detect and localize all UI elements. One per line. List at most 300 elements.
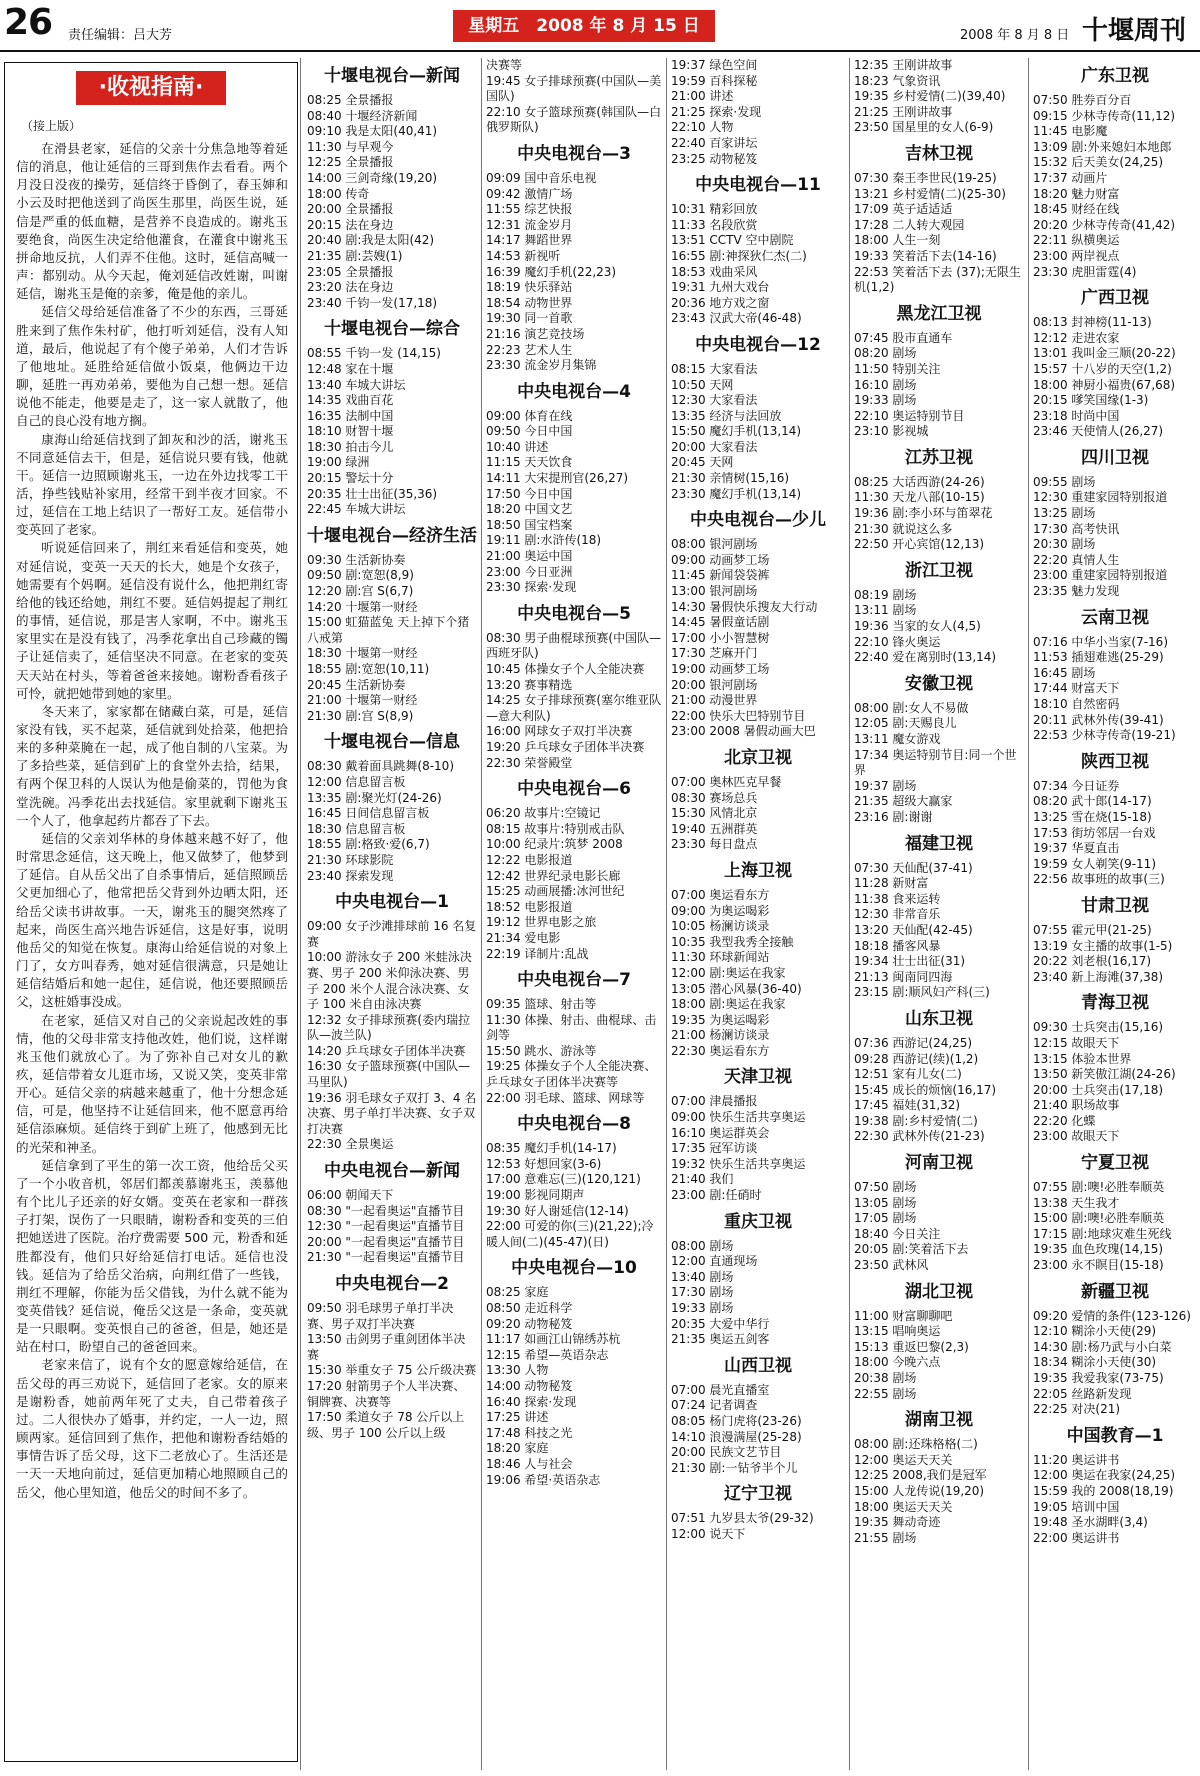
program-listing: 23:25 动物秘笈: [671, 151, 758, 166]
story-paragraph: 在老家，延信又对自己的父亲说起改姓的事情，他的父母非常支持他改姓，他们说，这样谢兆玉他们就放心了。为了弥补自己对女儿的歉疚，延信带着女儿逛市场，又说又笑，变英非常开心。延信父亲的病越来越重了，他十分想念延信，可是，他坚持不让延信回来，他不愿意再给延信添麻烦。延信终于到矿上班了，他感到无比的光荣和神圣。: [16, 1012, 288, 1155]
channel-heading: 青海卫视: [1081, 993, 1149, 1014]
program-listing: 21:16 演艺竞技场: [486, 326, 585, 341]
program-listing: 09:55 剧场: [1033, 474, 1096, 489]
channel-heading: 中央电视台—7: [517, 970, 631, 991]
program-listing: 19:11 剧:水浒传(18): [486, 533, 602, 548]
program-listing: 18:20 家庭: [486, 1441, 549, 1456]
program-listing: 21:30 "一起看奥运"直播节目: [307, 1250, 465, 1265]
program-listing: 15:50 跳水、游泳等: [486, 1043, 597, 1058]
program-listing: 15:13 重返巴黎(2,3): [854, 1339, 969, 1354]
program-listing: 21:40 职场故事: [1033, 1098, 1120, 1113]
program-listing: 19:59 女人剃笑(9-11): [1033, 856, 1156, 871]
program-listing: 23:18 时尚中国: [1033, 408, 1120, 423]
channel-heading: 中央电视台—1: [335, 892, 449, 913]
program-listing: 10:00 纪录片:筑梦 2008: [486, 837, 623, 852]
column-divider: [1028, 58, 1029, 1770]
program-listing: 21:35 超级大赢家: [854, 794, 953, 809]
program-listing: 09:28 西游记(续)(1,2): [854, 1051, 979, 1066]
program-listing: 09:00 女子沙滩排球前 16 名复赛: [307, 919, 477, 949]
program-listing: 23:40 探索发现: [307, 868, 394, 883]
program-listing: 08:30 "一起看奥运"直播节目: [307, 1203, 465, 1218]
program-listing: 22:25 对决(21): [1033, 1402, 1121, 1417]
program-listing: 13:09 剧:外来媳妇本地郎: [1033, 139, 1172, 154]
program-listing: 16:30 女子篮球预赛(中国队—马里队): [307, 1059, 471, 1090]
story-paragraph: 延信拿到了平生的第一次工资，他给岳父买了一个小收音机，邻居们都羡慕谢兆玉，羡慕他有个比儿子还亲的好女婿。变英在老家和一群孩子打架，误伤了一只眼睛，谢粉香和变英的三伯把她送进了医院。治疗费需要 500 元，粉香和延胜都没有，他们只好给延信打电话。延信也没钱。延信为了给岳父治病，向荆红借了一些钱，荆红不理解，你能为岳父借钱，为什么就不能为变英借钱？延信说，俺岳父这是一条命，变英就是一只眼啊。变英恨自己的爸爸，但是，她还是站在村口，盼望自己的爸爸回来。: [16, 1157, 288, 1355]
program-listing: 22:00 可爱的你(三)(21,22);冷暖人间(二)(45-47)(日): [486, 1219, 654, 1249]
program-listing: 18:55 剧:宽恕(10,11): [307, 662, 430, 676]
program-listing: 18:20 魅力财富: [1033, 186, 1120, 201]
program-listing: 08:19 剧场: [854, 587, 917, 602]
program-listing: 17:50 今日中国: [486, 486, 573, 501]
program-listing: 13:15 体验本世界: [1033, 1051, 1132, 1066]
program-listing: 15:30 风情北京: [671, 806, 758, 821]
program-listing: 13:19 女主播的故事(1-5): [1033, 938, 1173, 953]
program-listing: 07:00 奥林匹克早餐: [671, 774, 782, 789]
program-listing: 07:24 记者调查: [671, 1398, 758, 1413]
program-listing: 18:00 神厨小福贵(67,68): [1033, 377, 1176, 392]
program-listing: 07:50 胜券百分百: [1033, 93, 1132, 107]
program-listing: 19:30 好人谢延信(12-14): [486, 1203, 629, 1218]
program-listing: 09:42 激情广场: [486, 186, 573, 201]
program-listing: 17:30 高考快讯: [1033, 521, 1120, 536]
story-paragraph: 听说延信回来了，荆红来看延信和变英，她对延信说，变英一天天的长大，她是个女孩子，她需要有个妈啊。延信没有说什么，他把荆红寄给他的钱还给她，荆红不要。延信妈提起了荆红的事情，延信说，那是害人家啊，不中。谢兆玉家里实在是没有钱了，冯季花拿出自己珍藏的镯子让延信卖了，延信坚决不同意。在老家的变英天天站在村头，等着爸爸来接她。谢粉香看孩子可怜，就把她带到她的家里。: [16, 540, 288, 701]
program-listing: 08:25 大话西游(24-26): [854, 474, 985, 489]
program-listing: 18:34 糊涂小天使(30): [1033, 1355, 1157, 1370]
program-listing: 13:25 剧场: [1033, 506, 1096, 521]
program-listing: 14:00 动物秘笈: [486, 1378, 573, 1393]
program-listing: 08:00 银河剧场: [671, 537, 758, 552]
program-listing: 18:23 气象资讯: [854, 73, 941, 88]
program-listing: 09:50 羽毛球男子单打半决赛、男子双打半决赛: [307, 1301, 454, 1331]
program-listing: 23:00 剧:任硝时: [671, 1188, 762, 1203]
program-listing: 19:45 女子排球预赛(中国队—美国队): [486, 73, 662, 104]
program-listing: 22:20 化蝶: [1033, 1113, 1096, 1128]
program-listing: 08:00 剧:女人不易做: [854, 700, 969, 715]
program-listing: 12:12 走进农家: [1033, 330, 1120, 345]
channel-heading: 广东卫视: [1081, 66, 1149, 86]
program-listing: 20:00 大家看法: [671, 439, 758, 454]
channel-heading: 中央电视台—2: [335, 1274, 449, 1294]
program-listing: 20:22 刘老根(16,17): [1033, 954, 1152, 969]
program-listing: 09:00 为奥运喝彩: [671, 903, 770, 918]
program-listing: 14:30 剧:杨乃武与小白菜: [1033, 1339, 1172, 1354]
column-divider: [849, 58, 850, 1770]
program-listing: 20:00 民族文艺节目: [671, 1445, 782, 1460]
program-listing: 22:40 爱在离别时(13,14): [854, 650, 997, 665]
program-listing: 17:20 射箭男子个人半决赛、铜牌赛、决赛等: [307, 1378, 466, 1409]
channel-heading: 十堰电视台—新闻: [324, 66, 460, 86]
program-listing: 22:30 全景奥运: [307, 1137, 394, 1152]
program-listing: 18:00 人生一刻: [854, 233, 941, 248]
schedule-column-1: [307, 58, 477, 1770]
program-listing: 22:53 笑着活下去 (37);无限生机(1,2): [854, 264, 1021, 295]
program-listing: 11:00 财富聊聊吧: [854, 1308, 953, 1323]
program-listing: 17:37 动画片: [1033, 170, 1108, 185]
channel-heading: 北京卫视: [724, 747, 792, 768]
program-listing: 12:00 说天下: [671, 1526, 746, 1541]
program-listing: 17:53 街坊邻居一台戏: [1033, 825, 1156, 840]
channel-heading: 中央电视台—少儿: [690, 510, 826, 531]
channel-heading: 福建卫视: [905, 833, 973, 854]
program-listing: 08:30 戴着面具跳舞(8-10): [307, 759, 454, 774]
story-paragraph: 在滑县老家，延信的父亲十分焦急地等着延信的消息，他让延信的三哥到焦作去看看。两个月没日没夜的操劳，延信终于昏倒了，春玉婶和小云及时把他送到了尚医生那里，尚医生说，延信是严重的低血糖，是营养不良造成的。谢兆玉要绝食，尚医生决定给他灌食，在灌食中谢兆玉拼命地反抗，人们弄不住他。这时，延信高喊一声：都别动。从今天起，俺刘延信改姓谢，叫谢延信，谢兆玉是俺的亲爹，俺是他的亲儿。: [16, 141, 288, 302]
channel-heading: 重庆卫视: [724, 1211, 792, 1232]
program-listing: 09:20 爱情的条件(123-126): [1033, 1308, 1191, 1323]
program-listing: 07:00 津晨播报: [671, 1094, 758, 1109]
program-listing: 08:05 杨门虎将(23-26): [671, 1413, 802, 1428]
program-listing: 23:35 魅力发现: [1033, 584, 1120, 599]
program-listing: 12:30 大家看法: [671, 393, 758, 408]
program-listing: 15:32 后天美女(24,25): [1033, 155, 1164, 170]
program-listing: 11:28 新财富: [854, 876, 929, 891]
program-listing: 19:25 体操女子个人全能决赛、乒乓球女子团体半决赛等: [486, 1059, 657, 1090]
program-listing: 19:37 绿色空间: [671, 58, 758, 72]
program-listing: 11:45 新闻袋袋裤: [671, 568, 770, 583]
program-listing: 10:45 体操女子个人全能决赛: [486, 662, 645, 676]
program-listing: 14:20 十堰第一财经: [307, 599, 418, 614]
program-listing: 12:00 奥运天天关: [854, 1452, 953, 1467]
channel-heading: 湖南卫视: [905, 1410, 973, 1431]
program-listing: 08:15 大家看法: [671, 361, 758, 376]
program-listing: 09:00 动画梦工场: [671, 552, 770, 567]
program-listing: 15:00 虹猫蓝兔 天上掉下个猪八戒第: [307, 615, 470, 645]
program-listing: 12:51 家有儿女(二): [854, 1067, 962, 1082]
program-listing: 19:36 当家的女人(4,5): [854, 619, 981, 634]
program-listing: 11:38 食来运转: [854, 891, 941, 906]
program-listing: 16:00 网球女子双打半决赛: [486, 724, 633, 739]
program-listing: 13:51 CCTV 空中剧院: [671, 233, 794, 248]
program-listing: 23:16 剧:谢谢: [854, 809, 933, 824]
program-listing: 07:16 中华小当家(7-16): [1033, 634, 1168, 649]
publish-date: 2008 年 8 月 8 日: [960, 28, 1070, 43]
program-listing: 23:30 流金岁月集锦: [486, 358, 597, 373]
channel-heading: 天津卫视: [724, 1067, 792, 1088]
program-listing: 15:25 动画展播:冰河世纪: [486, 884, 625, 899]
channel-heading: 中央电视台—6: [517, 779, 631, 800]
program-listing: 07:45 股市直通车: [854, 330, 953, 345]
program-listing: 18:40 今日关注: [854, 1226, 941, 1241]
program-listing: 11:30 体操、射击、曲棍球、击剑等: [486, 1012, 657, 1043]
program-listing: 22:23 艺术人生: [486, 342, 573, 357]
program-listing: 18:00 传奇: [307, 186, 370, 201]
program-listing: 22:30 荣誉殿堂: [486, 755, 573, 770]
channel-heading: 中央电视台—3: [517, 143, 631, 164]
program-listing: 21:30 剧:一钻爷半个儿: [671, 1460, 798, 1475]
program-listing: 23:40 千钧一发(17,18): [307, 295, 438, 310]
program-listing: 12:20 剧:宫 S(6,7): [307, 584, 414, 599]
program-listing: 22:50 开心宾馆(12,13): [854, 537, 985, 552]
program-listing: 20:00 "一起看奥运"直播节目: [307, 1234, 465, 1249]
program-listing: 13:05 潜心风暴(36-40): [671, 981, 802, 996]
program-listing: 07:34 今日证券: [1033, 778, 1120, 793]
program-listing: 18:54 动物世界: [486, 295, 573, 310]
program-listing: 11:30 与早观今: [307, 139, 394, 154]
program-listing: 09:30 生活新协奏: [307, 552, 406, 567]
program-listing: 17:28 二人转大观园: [854, 217, 965, 232]
channel-heading: 辽宁卫视: [724, 1484, 792, 1505]
program-listing: 20:36 地方戏之窗: [671, 295, 770, 310]
program-listing: 08:13 封神榜(11-13): [1033, 315, 1152, 330]
program-listing: 16:45 剧场: [1033, 665, 1096, 680]
channel-heading: 中央电视台—12: [695, 334, 821, 355]
program-listing: 22:00 奥运讲书: [1033, 1530, 1120, 1545]
program-listing: 08:50 走近科学: [486, 1301, 573, 1315]
program-listing: 11:33 名段欣赏: [671, 217, 758, 232]
program-listing: 19:34 壮士出征(31): [854, 954, 966, 969]
program-listing: 20:38 剧场: [854, 1371, 917, 1385]
program-listing: 22:10 人物: [671, 120, 734, 135]
program-listing: 13:40 车城大讲坛: [307, 377, 406, 392]
program-listing: 21:40 我们: [671, 1172, 734, 1187]
program-listing: 11:50 特别关注: [854, 361, 941, 376]
program-listing: 13:35 经济与法回放: [671, 408, 782, 423]
program-listing: 08:55 千钧一发 (14,15): [307, 346, 441, 361]
program-listing: 10:05 杨澜访谈录: [671, 919, 770, 934]
channel-heading: 吉林卫视: [905, 143, 973, 164]
program-listing: 18:00 今晚六点: [854, 1355, 941, 1370]
program-listing: 19:20 乒乓球女子团体半决赛: [486, 739, 645, 754]
program-listing: 12:32 女子排球预赛(委内瑞拉队—波兰队): [307, 1012, 471, 1043]
program-listing: 20:15 警坛十分: [307, 471, 394, 486]
program-listing: 19:36 羽毛球女子双打 3、4 名决赛、男子单打半决赛、女子双打决赛: [307, 1090, 477, 1136]
program-listing: 12:05 剧:天赐良儿: [854, 716, 957, 731]
program-listing: 18:10 自然密码: [1033, 697, 1120, 711]
program-listing: 13:15 唱响奥运: [854, 1324, 941, 1339]
program-listing: 09:30 士兵突击(15,16): [1033, 1020, 1164, 1035]
program-listing: 21:30 剧:宫 S(8,9): [307, 708, 414, 723]
program-listing: 07:30 秦王李世民(19-25): [854, 170, 997, 185]
program-listing: 20:20 少林寺传奇(41,42): [1033, 217, 1176, 232]
channel-heading: 十堰电视台—综合: [324, 319, 460, 340]
program-listing: 13:38 天生我才: [1033, 1195, 1120, 1210]
program-listing: 17:45 福娃(31,32): [854, 1098, 961, 1113]
program-listing: 19:36 剧:李小环与笛翠花: [854, 506, 993, 521]
channel-heading: 河南卫视: [905, 1153, 973, 1174]
channel-heading: 甘肃卫视: [1081, 895, 1149, 916]
program-listing: 13:25 雪在烧(15-18): [1033, 809, 1152, 824]
paper-name: 十堰周刊: [1082, 16, 1187, 46]
program-listing: 11:30 天龙八部(10-15): [854, 490, 985, 505]
program-listing: 12:31 流金岁月: [486, 217, 573, 232]
program-listing: 22:30 奥运看东方: [671, 1043, 770, 1058]
program-listing: 19:05 培训中国: [1033, 1499, 1120, 1514]
page-header: [0, 0, 1200, 48]
program-listing: 07:30 天仙配(37-41): [854, 860, 973, 875]
program-listing: 14:00 三剑奇缘(19,20): [307, 170, 438, 185]
program-listing: 20:35 壮士出征(35,36): [307, 486, 438, 501]
channel-heading: 浙江卫视: [905, 560, 973, 581]
program-listing: 19:00 动画梦工场: [671, 662, 770, 676]
program-listing: 13:30 人物: [486, 1363, 549, 1378]
channel-heading: 十堰电视台—经济生活: [307, 525, 477, 546]
schedule-column-5: [1033, 58, 1197, 1770]
program-listing: 22:19 译制片:乱战: [486, 946, 589, 961]
program-listing: 19:33 笑着活下去(14-16): [854, 248, 997, 263]
program-listing: 23:15 剧:顺风妇产科(三): [854, 985, 990, 1000]
program-listing: 13:20 赛事精选: [486, 677, 573, 692]
program-listing: 18:10 财智十堰: [307, 424, 394, 439]
program-listing: 08:30 赛场总兵: [671, 790, 758, 805]
program-listing: 13:35 剧:聚光灯(24-26): [307, 790, 442, 805]
program-listing: 12:00 信息留言板: [307, 774, 406, 789]
program-listing: 14:45 暑假童话剧: [671, 615, 770, 630]
program-listing: 12:42 世界纪录电影长廊: [486, 868, 621, 883]
program-listing: 23:20 法在身边: [307, 280, 394, 295]
program-listing: 20:00 全景播报: [307, 202, 394, 217]
program-listing: 21:00 动漫世界: [671, 693, 758, 708]
program-listing: 19:33 剧场: [671, 1301, 734, 1315]
program-listing: 22:40 百家讲坛: [671, 135, 758, 150]
program-listing: 09:00 体育在线: [486, 408, 573, 423]
program-listing: 22:00 羽毛球、篮球、网球等: [486, 1090, 645, 1105]
program-listing: 23:30 虎胆雷霆(4): [1033, 264, 1137, 279]
story-paragraph: 老家来信了，说有个女的愿意嫁给延信，在岳父母的再三劝说下，延信回了老家。女的原来是谢粉香，她前两年死了丈夫，自己带着孩子过。二人很快办了婚事，并约定，一人一边，照顾两家。延信回到了焦作，把他和谢粉香结婚的事情告诉了岳父母，这下二老放心了。生活还是一天一天地向前过，延信更加精心地照顾自己的岳父，他心里知道，他岳父的时间不多了。: [16, 1357, 288, 1500]
program-listing: 14:25 女子排球预赛(塞尔维亚队—意大利队): [486, 693, 662, 723]
program-listing: 14:11 大宋提刑官(26,27): [486, 471, 629, 486]
channel-heading: 中央电视台—新闻: [324, 1161, 460, 1182]
program-listing: 22:00 快乐大巴特别节目: [671, 708, 806, 723]
program-listing: 18:18 播客风暴: [854, 938, 941, 953]
program-listing: 09:00 快乐生活共享奥运: [671, 1110, 806, 1125]
program-listing: 10:00 游泳女子 200 米蛙泳决赛、男子 200 米仰泳决赛、男子 200 米个人混合泳决赛、女子 100 米自由泳决赛: [307, 950, 472, 1012]
program-listing: 18:30 信息留言板: [307, 821, 406, 836]
program-listing: 23:00 2008 暑假动画大巴: [671, 724, 816, 739]
program-listing: 11:30 环球新闻站: [671, 950, 770, 965]
story-text: [5, 140, 297, 1502]
channel-heading: 广西卫视: [1081, 288, 1149, 309]
schedule-column-2: [486, 58, 662, 1770]
program-listing: 07:36 西游记(24,25): [854, 1035, 973, 1050]
program-listing: 21:30 亲情树(15,16): [671, 471, 790, 486]
program-listing: 08:25 全景播报: [307, 93, 394, 107]
program-listing: 22:10 奥运特别节目: [854, 408, 965, 423]
program-listing: 21:34 爱电影: [486, 930, 561, 945]
program-listing: 08:25 家庭: [486, 1285, 549, 1300]
program-listing: 20:35 大爱中华行: [671, 1316, 770, 1331]
schedule-column-3: [671, 58, 845, 1770]
column-divider: [481, 58, 482, 1770]
program-listing: 23:00 故眼天下: [1033, 1129, 1120, 1144]
program-listing: 17:50 柔道女子 78 公斤以上级、男子 100 公斤以上级: [307, 1410, 465, 1440]
program-listing: 13:21 乡村爱情(二)(25-30): [854, 186, 1006, 201]
program-listing: 17:00 小小智慧树: [671, 630, 770, 645]
editor-credit: 责任编辑：吕大芳: [68, 28, 173, 43]
program-listing: 19:35 血色玫瑰(14,15): [1033, 1242, 1164, 1257]
program-listing: 12:30 "一起看奥运"直播节目: [307, 1219, 465, 1234]
program-listing: 11:55 综艺快报: [486, 202, 573, 217]
program-listing: 07:55 霍元甲(21-25): [1033, 922, 1152, 937]
program-listing: 12:00 直通现场: [671, 1254, 758, 1269]
program-listing: 22:55 剧场: [854, 1386, 917, 1401]
program-listing: 20:45 天网: [671, 455, 734, 470]
program-listing: 20:30 剧场: [1033, 537, 1096, 552]
program-listing: 22:11 纵横奥运: [1033, 233, 1120, 248]
program-listing: 决赛等: [486, 58, 523, 72]
program-listing: 19:38 剧:乡村爱情(二): [854, 1113, 978, 1128]
program-listing: 23:10 影视城: [854, 424, 929, 439]
program-listing: 12:15 希望—英语杂志: [486, 1347, 609, 1362]
story-paragraph: 延信的父亲刘华林的身体越来越不好了，他时常思念延信，这天晚上，他又做梦了，他梦到了延信。自从岳父出了自杀事情后，延信照顾岳父更加细心了，他常把岳父背到外边晒太阳，还给岳父读书讲故事。一天，谢兆玉的腿突然疼了起来，尚医生高兴地告诉延信，这是好事，说明他岳父的知觉在恢复。康海山给延信说的对象上门了，女方叫春秀，她对延信很满意，只是她让延信结婚后和她一起住，延信说，他还要照顾岳父，这桩婚事没成。: [16, 830, 288, 1010]
program-listing: 12:00 奥运在我家(24,25): [1033, 1468, 1176, 1483]
channel-heading: 中央电视台—4: [517, 381, 631, 402]
program-listing: 13:01 我叫金三顺(20-22): [1033, 346, 1176, 361]
program-listing: 23:46 天使情人(26,27): [1033, 424, 1164, 439]
program-listing: 10:40 讲述: [486, 439, 549, 454]
program-listing: 23:40 新上海滩(37,38): [1033, 969, 1164, 984]
program-listing: 14:20 乒乓球女子团体半决赛: [307, 1043, 466, 1058]
program-listing: 17:05 剧场: [854, 1211, 917, 1226]
program-listing: 23:30 探索·发现: [486, 580, 577, 595]
program-listing: 08:20 武十郎(14-17): [1033, 794, 1152, 809]
program-listing: 23:05 全景播报: [307, 264, 394, 279]
program-listing: 22:05 丝路新发现: [1033, 1386, 1132, 1401]
channel-heading: 宁夏卫视: [1081, 1153, 1149, 1174]
program-listing: 21:30 环球影院: [307, 852, 394, 867]
program-listing: 11:20 奥运讲书: [1033, 1452, 1120, 1467]
program-listing: 11:53 插翅难逃(25-29): [1033, 650, 1164, 665]
program-listing: 09:20 动物秘笈: [486, 1316, 573, 1331]
program-listing: 19:33 剧场: [854, 393, 917, 408]
program-listing: 19:37 华夏直击: [1033, 841, 1120, 856]
program-listing: 08:00 剧场: [671, 1238, 734, 1253]
program-listing: 18:55 剧:格致·爱(6,7): [307, 837, 430, 852]
program-listing: 19:35 舞动奇迹: [854, 1515, 941, 1530]
program-listing: 09:10 我是太阳(40,41): [307, 124, 438, 139]
program-listing: 22:20 真情人生: [1033, 552, 1120, 567]
program-listing: 19:00 影视同期声: [486, 1188, 585, 1203]
program-listing: 18:20 中国文艺: [486, 502, 573, 517]
story-paragraph: 冬天来了，家家都在储藏白菜，可是，延信家没有钱，买不起菜，延信就到处拾菜，他把拾来的多种菜腌在一起，成了他自制的八宝菜。为了多拾些菜，延信到矿上的食堂外去拾，结果，有两个保卫科的人误认为他是偷菜的，罚他为食堂洗碗。冯季花出去找延信。家里就剩下谢兆玉一个人了，他拿起药片都吞了下去。: [16, 703, 288, 828]
program-listing: 10:35 我型我秀全接触: [671, 934, 794, 949]
program-listing: 08:35 魔幻手机(14-17): [486, 1141, 617, 1156]
program-listing: 20:00 士兵突击(17,18): [1033, 1082, 1164, 1097]
program-listing: 15:30 举重女子 75 公斤级决赛: [307, 1363, 477, 1378]
program-listing: 18:53 戏曲采风: [671, 264, 758, 279]
program-listing: 19:35 为奥运喝彩: [671, 1012, 770, 1027]
program-listing: 15:59 我的 2008(18,19): [1033, 1483, 1174, 1498]
program-listing: 18:45 财经在线: [1033, 202, 1120, 217]
channel-heading: 新疆卫视: [1081, 1281, 1149, 1302]
schedule-column-4: [854, 58, 1024, 1770]
channel-heading: 中央电视台—8: [517, 1114, 631, 1135]
program-listing: 15:50 魔幻手机(13,14): [671, 424, 802, 439]
program-listing: 21:00 杨澜访谈录: [671, 1028, 770, 1043]
program-listing: 19:40 五洲群英: [671, 821, 758, 836]
program-listing: 22:30 武林外传(21-23): [854, 1129, 985, 1144]
program-listing: 17:00 意难忘(三)(120,121): [486, 1172, 641, 1187]
program-listing: 10:50 天网: [671, 377, 734, 392]
channel-heading: 中央电视台—11: [695, 175, 821, 196]
program-listing: 07:00 晨光直播室: [671, 1382, 770, 1397]
date-banner: 星期五 2008 年 8 月 15 日: [453, 10, 715, 42]
program-listing: 21:25 探索·发现: [671, 104, 762, 119]
column-divider: [666, 58, 667, 1770]
program-listing: 22:53 少林寺传奇(19-21): [1033, 728, 1176, 743]
program-listing: 18:00 剧:奥运在我家: [671, 997, 786, 1012]
program-listing: 12:25 2008,我们是冠军: [854, 1468, 987, 1483]
program-listing: 22:10 锋火奥运: [854, 634, 941, 649]
channel-heading: 中央电视台—5: [517, 603, 631, 624]
program-listing: 12:22 电影报道: [486, 852, 573, 867]
program-listing: 21:25 王刚讲故事: [854, 104, 953, 119]
program-listing: 09:35 篮球、射击等: [486, 997, 597, 1012]
program-listing: 12:00 剧:奥运在我家: [671, 965, 786, 980]
program-listing: 23:00 两岸视点: [1033, 248, 1120, 263]
channel-heading: 上海卫视: [724, 860, 792, 881]
program-listing: 19:00 绿洲: [307, 455, 370, 470]
program-listing: 20:00 银河剧场: [671, 677, 758, 692]
program-listing: 07:51 九岁县太爷(29-32): [671, 1511, 814, 1526]
